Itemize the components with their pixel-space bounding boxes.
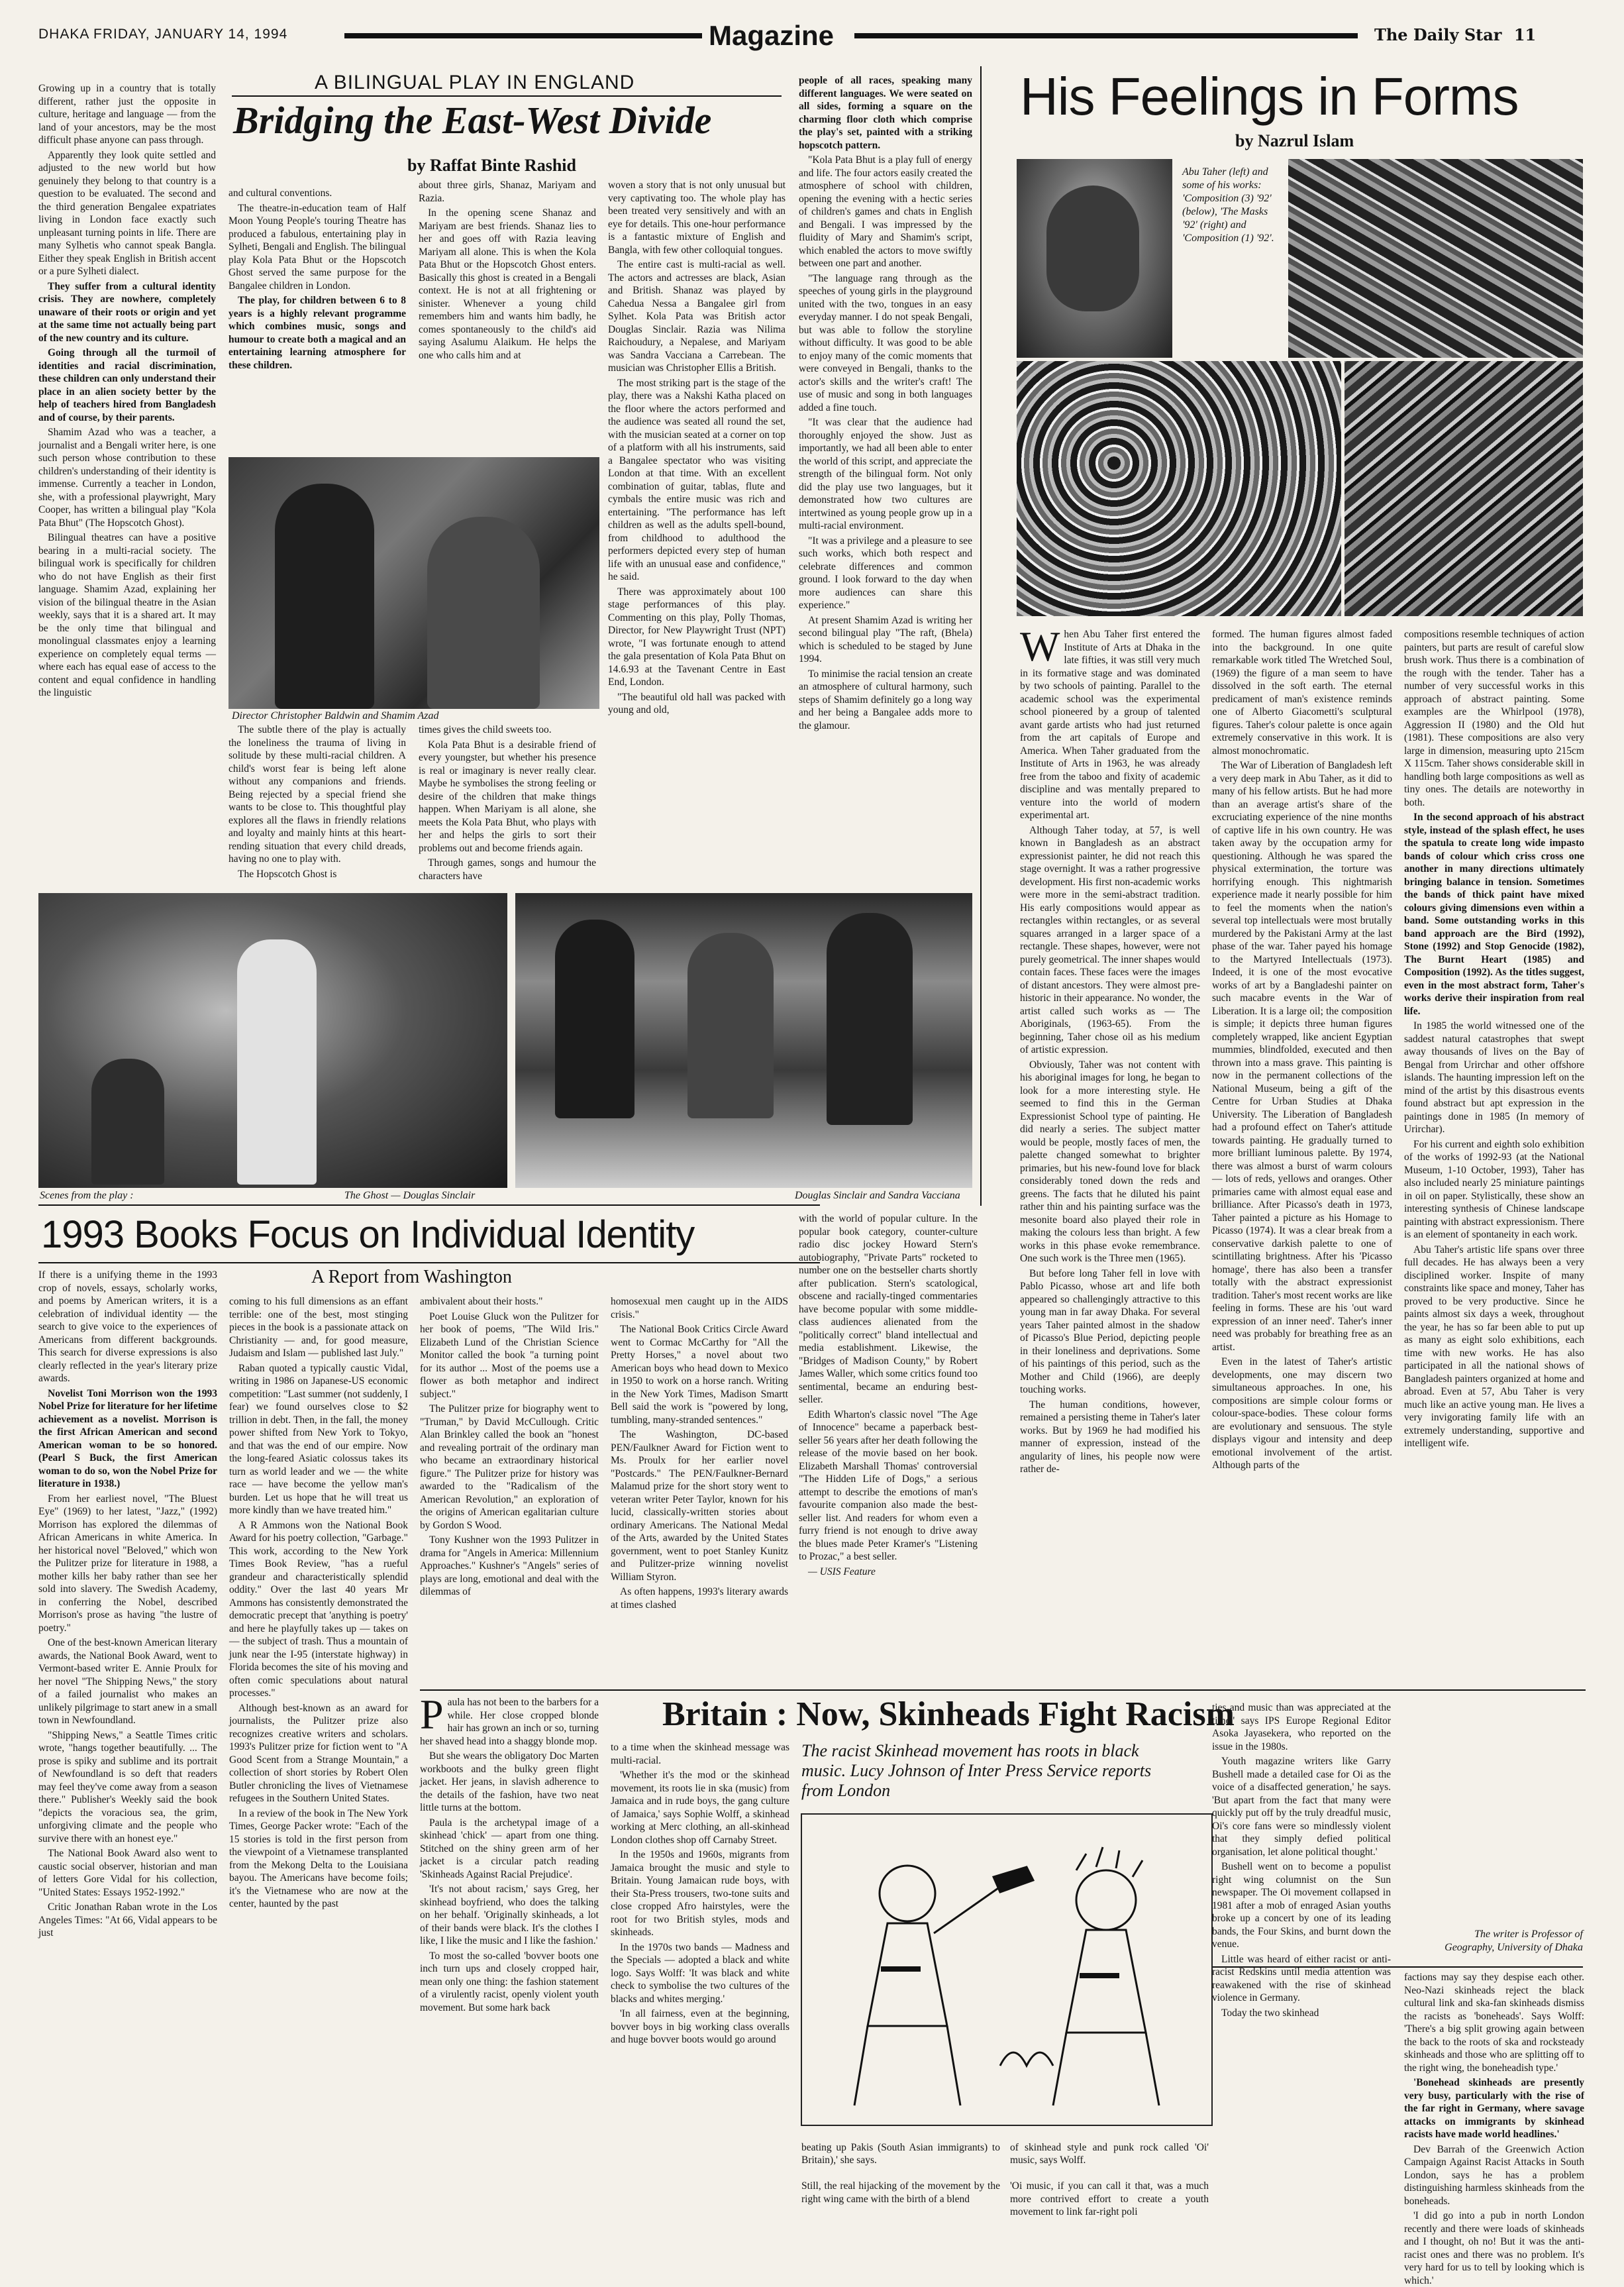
bilingual-col-1 [38, 82, 216, 884]
dropcap-p: P [420, 1691, 444, 1738]
paragraph: 'It's not about racism,' says Greg, her skinhead boyfriend, who does the talking on her behalf. 'Originally skinheads, a lot of their bands were black. It's the clothes I like, I like the music and I like the fashion.' [420, 1884, 599, 1946]
books-col-4 [611, 1295, 788, 1686]
paragraph: Today the two skinhead [1221, 2007, 1319, 2019]
books-col-3 [420, 1295, 599, 1686]
skinhead-cartoon [801, 1814, 1212, 2125]
paragraph: The subtle there of the play is actually the loneliness the trauma of living in solitude by these multi-racial children. A child's worst fear is being left alone without any companions and friends. Being rejected by a special friend she wants to be close to. This thoughtful play explores all the flaws in friendly relations and loyalty and mainly hints at this heart-rending situation that every child dreads, having no one to play with. [228, 724, 406, 865]
paragraph-text: beating up Pakis (South Asian immigrants) to Britain),' she says. Still, the real hijacking of the movement by the right wing came with the birth of a blend [801, 2141, 1000, 2205]
paragraph: The play, for children between 6 to 8 years is a highly relevant programme which combines music, songs and humour to create both a magical and an entertaining learning atmosphere for these children. [228, 295, 406, 371]
bilingual-byline: by Raffat Binte Rashid [407, 156, 576, 175]
books-subhead: A Report from Washington [311, 1267, 512, 1287]
feelings-caption: Abu Taher (left) and some of his works: 'Composition (3) '92' (below), 'The Masks '92' (right) and 'Composition (1) '92'. [1182, 166, 1274, 244]
paragraph: But before long Taher fell in love with Pablo Picasso, whose art and life both appeared so challengingly attractive to this young man in far away Dhaka. For several years Taher painted almost in the shadow of Picasso's Blue Period, depicting people in their loneliness and deprivations. Some of his paintings of this period, such as the Mother and Child (1966), are deeply touching works. [1020, 1267, 1200, 1395]
paragraph: The Washington, DC-based PEN/Faulkner Award for Fiction went to Ms. Proulx for her earlier novel "Postcards." The PEN/Faulkner-Bernard Malamud prize for the short story went to veteran writer Peter Taylor, known for his lucid, classically-written stories about ordinary Americans. The National Medal of the Arts, awarded by the United States government, went to poet Stanley Kunitz and Pulitzer-prize winning novelist William Styron. [611, 1429, 788, 1583]
paragraph: with the world of popular culture. In the popular book category, counter-culture radio disc jockey Howard Stern's autobiography, "Private Parts" rocketed to number one on the bestseller charts shortly after publication. Stern's scatological, obscene and racially-tinged commentaries have become popular with some middle-class audiences alienated from the "politically correct" bland intellectual and media establishment. Likewise, the "Bridges of Madison County," by Robert James Waller, which some critics found too sentimental, became an enduring best-seller. [799, 1213, 978, 1405]
britain-under-cartoon-1 [801, 2128, 1000, 2205]
paragraph: At present Shamim Azad is writing her second bilingual play "The raft, (Bhela) which is scheduled to be staged by June 1994. [799, 614, 972, 665]
paragraph: In the 1970s two bands — Madness and the Specials — adopted a black and white logo. Says Wolff: 'It was black and white check to symbolise the two cultures of the blacks and whites merging.' [611, 1941, 789, 2005]
paragraph: 'Whether it's the mod or the skinhead movement, its roots lie in ska (music) from Jamaica and in rude boys, the gang culture of Jamaica,' says Sophie Wolff, a skinhead working at Merc clothing, an all-skinhead London clothes shop off Carnaby Street. [611, 1770, 789, 1846]
figure-silhouette [827, 913, 913, 1125]
books-col-2 [229, 1295, 408, 2173]
kicker-rule [232, 95, 782, 97]
paragraph-text: aula has not been to the barbers for a while. Her close cropped blonde hair has grown an inch or so, turning her shaved head into a shaggy blonde mop. [420, 1697, 599, 1747]
paragraph: Tony Kushner won the 1993 Pulitzer in drama for "Angels in America: Millennium Approaches." Kushner's "Angels" series of plays are long, emotional and deal with the dilemmas of [420, 1534, 599, 1597]
paragraph: Dev Barrah of the Greenwich Action Campaign Against Racist Attacks in South London, says he has a problem distinguishing harmless skinheads from the boneheads. [1404, 2143, 1584, 2207]
paragraph [420, 1691, 599, 1748]
feelings-headline: His Feelings in Forms [1020, 67, 1519, 126]
books-rule [38, 1262, 820, 1263]
paragraph: But she wears the obligatory Doc Marten workboots and the bulky green flight jacket. Her jeans, in slavish adherence to the details of the fashion, have two neat little turns at the bottom. [420, 1750, 599, 1813]
books-headline: 1993 Books Focus on Individual Identity [41, 1213, 695, 1256]
paragraph: "The language rang through as the speeches of young girls in the playground united with the two, tongues in an easy everyday manner. I do not speak Bengali, but was able to follow the storyline without difficulty. It was good to be able to enjoy many of the comic moments that were conveyed in Bengali, thanks to the actor's skills and the writer's craft! The use of music and song in both languages added a fine touch. [799, 272, 972, 413]
paragraph: The most striking part is the stage of the play, there was a Nakshi Katha placed on the floor where the actors performed and the audience was seated all round the set, with the musician seated at a corner on top of a platform with all his instruments, said a Bangalee spectator who was visiting London at that time. With an excellent combination of guitar, tablas, flute and cymbals the entire music was rich and entertaining. "The performance has left children as well as the adults spell-bound, from childhood to adulthood the performers depicted every step of human life with an unusual ease and confidence," he said. [608, 377, 786, 582]
paragraph [1020, 623, 1200, 822]
divider-vertical [980, 66, 982, 1206]
feelings-col-3 [1404, 628, 1584, 1927]
paragraph: homosexual men caught up in the AIDS crisis." [611, 1296, 788, 1320]
books-col-1 [38, 1269, 217, 2173]
paragraph: Although Taher today, at 57, is well known in Bangladesh as an abstract expressionist painter, he did not reach this stage overnight. It was a rather progressive development. His first non-academic works were more in the semi-abstract tradition. His early compositions would appear as rectangles within rectangles, or as several squares arranged in a larger space of a rectangle. These shapes, however, were not purely geometrical. The inner shapes would contain faces. These faces were the images of distant ancestors. They were almost pre-historic in their appearance. No wonder, the artist called such works as — The Aboriginals, (1963-65). From the beginning, Taher chose oil as his medium of artistic expression. [1020, 824, 1200, 1055]
abu-taher-photo [1017, 159, 1172, 358]
director-caption: Director Christopher Baldwin and Shamim Azad [232, 710, 439, 721]
bilingual-col-2b [228, 723, 406, 882]
britain-under-cartoon-2 [1010, 2128, 1209, 2217]
paragraph: As often happens, 1993's literary awards at times clashed [611, 1586, 788, 1611]
scene-photo-2 [515, 893, 972, 1188]
feelings-author-note: The writer is Professor of Geography, University of Dhaka [1445, 1929, 1583, 1953]
paragraph: To most the so-called 'bovver boots one inch turn ups and closely cropped hair, mean only one thing: the fashion statement of a virulently racist, openly violent youth movement. But some hark back [420, 1950, 599, 2013]
bilingual-headline: Bridging the East-West Divide [233, 99, 712, 142]
artwork-composition-3 [1017, 361, 1341, 616]
britain-rule [420, 1689, 1586, 1691]
paragraph: Abu Taher's artistic life spans over three full decades. He has always been a very disciplined worker. Inspite of many constraints like space and money, Taher has proved to be very productive. Since he paints almost six days a week, throughout the year, he has so far been able to put up as many as eight solo exhibitions, each time with new works. He has also participated in all the national shows of Bangladesh painters organized at home and abroad. Even at 57, Abu Taher is very much like an active young man. He lives a very invigorating family life with an extremely understanding, supportive and intelligent wife. [1404, 1244, 1584, 1449]
paragraph: "Shipping News," a Seattle Times critic wrote, "hangs together beautifully. ... The prose is spiky and sublime and its portrait of Newfoundland is so deft that readers may feel they've come away from a season there." Publisher's Weekly said the book "depicts the voracious sea, the grim, unforgiving climate and the people who survive there with an honest eye." [38, 1729, 217, 1844]
paragraph: The Pulitzer prize for biography went to "Truman," by David McCullough. Critic Alan Brinkley called the book an "honest and revealing portrait of the ordinary man who became an extraordinary historical figure." The Pulitzer prize for history was awarded to the "Radicalism of the American Revolution," an exploration of the origins of American egalitarian culture by Gordon S Wood. [420, 1403, 599, 1531]
bilingual-col-3 [419, 179, 596, 447]
bilingual-col-2 [228, 187, 406, 449]
paragraph: A R Ammons won the National Book Award for his poetry collection, "Garbage." This work, according to the New York Times Book Review, "has a rueful grandeur and characteristically splendid oddity." Over the last 40 years Mr Ammons has consistently demonstrated the democratic precept that 'anything is poetry' and here he playfully takes up — takes on — the subject of trash. Thus a mountain of junk near the I-95 (interstate highway) in Florida becomes the site of his moving and often comic speculations about natural processes." [229, 1519, 408, 1699]
paragraph: From her earliest novel, "The Bluest Eye" (1969) to her latest, "Jazz," (1992) Morrison has explored the dilemmas of African Americans in white America. In her historical novel "Beloved," which won the Pulitzer prize for literature in 1988, a mother kills her baby rather than see her sold into slavery. The Swedish Academy, in conferring the Nobel, described Morrison's prose as having "the lustre of poetry." [38, 1493, 217, 1634]
paragraph: There was approximately about 100 stage performances of this play. Commenting on this play, Polly Thomas, Director, for New Playwright Trust (NPT) wrote, "I was fortunate enough to attend the gala presentation of Kola Pata Bhut on 14.6.93 at the Tavenant Centre in East End, London. [608, 586, 786, 688]
paragraph: Bilingual theatres can have a positive bearing in a multi-racial society. The bilingual work is specifically for children who do not have English as their first language. Shamim Azad, explaining her vision of the bilingual theatre in the Asian weekly, says that it is a shared art. It may be the only time that bilingual and monolingual classmates enjoy a learning experience on completely equal terms — where each has equal ease of access to the content and equal confidence in handling the linguistic [38, 532, 216, 698]
paragraph: Edith Wharton's classic novel "The Age of Innocence" became a paperback best-seller 56 years after her death following the release of the movie based on her book. Elizabeth Marshall Thomas' controversial "The Hidden Life of Dogs," a serious attempt to describe the emotions of man's favourite companion also made the best-seller list. And readers for whom even a furry friend is not enough to drive away the blues made Peter Kramer's "Listening to Prozac," a best seller. [799, 1409, 978, 1562]
paragraph: to a time when the skinhead message was multi-racial. [611, 1742, 789, 1766]
paragraph: 'Bonehead skinheads are presently very busy, particularly with the rise of the far right in Germany, where savage attacks on immigrants by skinhead racists have made world headlines.' [1404, 2077, 1584, 2140]
britain-standfirst: The racist Skinhead movement has roots in black music. Lucy Johnson of Inter Press Service reports from London [801, 1741, 1152, 1800]
paragraph: The human conditions, however, remained a persisting theme in Taher's later works. But by 1969 he had modified his manner of expression, instead of the angularity of lines, his people now were rather de- [1020, 1399, 1200, 1475]
dropcap-w: W [1020, 623, 1060, 670]
paragraph: ties and music than was appreciated at the time,' says IPS Europe Regional Editor Asoka Jayasekera, who reported on the issue in the 1980s. [1212, 1702, 1391, 1752]
paragraph: Going through all the turmoil of identities and racial discrimination, these children can only understand their place in an alien society better by the help of teachers hired from Bangladesh and of course, by their parents. [38, 347, 216, 423]
paragraph: Shamim Azad who was a teacher, a journalist and a Bengali writer here, is one such person whose contribution to these children's understanding of their identity is immense. Currently a teacher in London, she, with a professional playwright, Mary Cooper, has written a bilingual play "Kola Pata Bhut" (The Hopscotch Ghost). [38, 427, 216, 529]
paragraph: The Hopscotch Ghost is [238, 868, 337, 880]
page-number: 11 [1513, 25, 1537, 44]
paragraph: The War of Liberation of Bangladesh left a very deep mark in Abu Taher, as it did to many of his fellow artists. But he had more than an average artist's share of the excruciating experience of the nine months of captive life in his own country. He was taken away by the occupation army for questioning. Although he was spared the physical extermination, the torture was horrifying enough. This nightmarish experience made it nearly possible for him to feel the moments when the nation's several top intellectuals were most brutally murdered by the Pakistani Army at the last phase of the war. Taher payed his homage to the Martyred Intellectuals (1973). Indeed, it is one of the most evocative works of art by a Bangladeshi painter on such macabre events in the War of Liberation. It is a large oil; the composition is simple; it depicts three human figures completely wrapped, like ancient Egyptian mummies, blindfolded, executed and then thrown into a mass grave. This painting is now in the permanent collections of the National Museum, being a gift of the Centre for Urban Studies at Dhaka University. The Liberation of Bangladesh had a profound effect on Taher's attitude towards painting. He gradually turned to more brilliant luminous palette. By 1974, there was almost a burst of warm colours — lots of reds, yellows and oranges. Other primaries came with almost equal ease and brilliance. After Picasso's death in 1973, Taher painted a picture as his Homage to Picasso (1974). It was a clear break from a conservative darkish palette to one of scintillating brightness. After his 'Picasso homage', there has also been a transfer totally with the abstract expressionist tradition. Taher's most recent works are like feeling in forms. These are his 'out ward expression of an inner need'. Taher's inner need was probably for breathing free as an artist. [1212, 760, 1392, 1353]
section-title: Magazine [709, 20, 835, 51]
figure-silhouette [555, 920, 634, 1118]
paragraph: In the opening scene Shanaz and Mariyam are best friends. Shanaz lies to her and goes off with Razia leaving Mariyam all alone. This is when the Kola Pata Bhut or the Hopscotch Ghost enters. Basically this ghost is created in a Bengali context. He is not at all frightening or sinister. Whenever a young child remembers him and wants him badly, he comes spontaneously to the child's aid saying Asalumu Alaikum. He helps the one who calls him and at [419, 207, 596, 361]
paragraph: Little was heard of either racist or anti-racist Redskins until media attention was reawakened with the rise of skinhead violence in Germany. [1212, 1953, 1391, 2003]
masthead-rule-right [854, 33, 1358, 38]
paragraph: 'I did go into a pub in north London recently and there were loads of skinheads and I thought, oh no! But it was the anti-racist ones and there was no problem. It's very hard for us to tell by looking which is which.' [1404, 2210, 1584, 2286]
paragraph: In the second approach of his abstract style, instead of the splash effect, he uses the spatula to create long wide impasto bands of colour which criss cross one another in many directions ultimately bringing balance in tension. Sometimes the bands of thick paint have mixed colours giving dimensions even within a band. Some outstanding works in this band approach are the Bird (1992), Stone (1992) and Stop Genocide (1982), The Burnt Heart (1985) and Composition (1992). As the titles suggest, even in the most abstract form, Taher's works derive their inspiration from real life. [1404, 812, 1584, 1017]
books-col-5 [799, 1212, 978, 1686]
masthead [0, 0, 1624, 53]
britain-col-3 [1212, 1701, 1391, 2173]
paragraph: "The beautiful old hall was packed with young and old, [608, 691, 786, 716]
figure-silhouette [687, 933, 774, 1118]
paragraph: Obviously, Taher was not content with his aboriginal images for long, he began to look for a more interesting style. He seemed to find this in the German Expressionist School type of painting. He did nearly a series. The subject matter would be people, mostly faces of men, the palette changed somewhat to brighter primaries, but his new-found love for black considerably toned down the reds and greens. The facts that he diluted his paint rather thin and his painting surface was the mesonite board also played their role in making the colours less than bright. A few works in this phase evoke remembrance. One such work is the Three men (1965). [1020, 1059, 1200, 1264]
paragraph: The entire cast is multi-racial as well. The actors and actresses are black, Asian and British. Shanaz was played by Cahedua Nessa a Bangalee girl from Sylhet. Kola Pata was British actor Douglas Sinclair. Razia was Nilima Raichoudury, a Nepalese, and Mariyam was Sandra Vacciana a Carrebean. The musician was Christopher Ellis a British. [608, 259, 786, 374]
paragraph: coming to his full dimensions as an effant terrible: one of the best, most stinging pieces in the book is a passionate attack on Christianity — and, for good measure, Judaism and Islam — published last July." [229, 1296, 408, 1359]
paragraph: 'In all fairness, even at the beginning, bovver boys in big working class overalls and huge bovver boots would go around [611, 2008, 789, 2045]
paragraph: If there is a unifying theme in the 1993 crop of novels, essays, scholarly works, and poems by American writers, it is a celebration of individual identity — the search to give voice to the experiences of Americans from different backgrounds. This search for diverse expressions is also clearly reflected in the year's literary prize awards. [38, 1269, 217, 1384]
paper-title: The Daily Star [1374, 25, 1502, 44]
paragraph-text: hen Abu Taher first entered the Institute of Arts at Dhaka in the late fifties, it was still very much in its formative stage and was dominated by two schools of painting. Parallel to the academic school was the experimental school pioneered by a group of talented avant garde artists who had just returned from the art capitals of Europe and America. When Taher graduated from the Institute of Arts in 1963, he was already free from the taboo and fixity of academic discipline and was mentally prepared to venture into the world of modern experimental art. [1020, 629, 1200, 821]
scenes-caption: Scenes from the play : [40, 1190, 134, 1201]
paragraph: Youth magazine writers like Garry Bushell made a detailed case for Oi as the voice of a disaffected generation,' he says. 'But apart from the fact that many were quickly put off by the truly dreadful music, Oi's core fans were so mindlessly violent that they simply defied political organisation, let alone political thought.' [1212, 1756, 1391, 1858]
paragraph: Through games, songs and humour the characters have [419, 857, 596, 882]
paragraph: times gives the child sweets too. [419, 724, 552, 735]
paragraph: Even in the latest of Taher's artistic developments, one may discern two simultaneous approaches. In one, his compositions are simple colour forms or colour-space-bodies. These colour forms are evolutionary and sensuous. The style displays vigour and intensity and deep emotional involvement of the artist. Although parts of the [1212, 1356, 1392, 1471]
britain-col-4 [1404, 1971, 1584, 2286]
paper-name [1374, 25, 1536, 44]
cartoon-illustration [801, 1814, 1212, 2125]
paragraph: Paula is the archetypal image of a skinhead 'chick' — apart from one thing. Stitched on the shiny green arm of her jacket is a circular patch reading 'Skinheads Against Racial Prejudice'. [420, 1817, 599, 1880]
paragraph: compositions resemble techniques of action painters, but parts are result of careful slow brush work. Thus there is a combination of the rough with the tender. Taher has a number of very successful works in this approach of abstract painting. Some examples are the Whirlpool (1978), Aggression II (1980) and the Old hut (1981). These compositions are also very large in dimension, measuring upto 215cm X 115cm. Taher shows considerable skill in handling both large compositions as well as tiny ones. The details are noteworthy in both. [1404, 629, 1584, 808]
paragraph: "Kola Pata Bhut is a play full of energy and life. The four actors easily created the atmosphere of school with children, opening the evening with a hectic series of children's games and chats in English and Bengali. I was impressed by the fluidity of Mary and Shamim's script, which enabled the actors to move swiftly between one part and another. [799, 154, 972, 269]
paragraph: For his current and eighth solo exhibition of the works of 1992-93 (at the National Museum, 1-10 October, 1993), Taher has also included nearly 25 miniature paintings in oil on paper. Stylistically, these show an interesting synthesis of Chinese landscape painting with abstract expressionism. There is an element of spontaneity in each work. [1404, 1138, 1584, 1240]
paragraph: Growing up in a country that is totally different, rather just the opposite in culture, heritage and language — from the land of your ancestors, may be the most difficult phase anyone can pass through. [38, 83, 216, 146]
feelings-byline: by Nazrul Islam [1235, 131, 1354, 150]
paragraph: The theatre-in-education team of Half Moon Young People's touring Theatre has produced a fabulous, entertaining play in Sylheti, Bengali and English. The bilingual play Kola Pata Bhut or the Hopscotch Ghost served the same purpose for the Bangalee children in London. [228, 202, 406, 292]
paragraph: The National Book Critics Circle Award went to Cormac McCarthy for "All the Pretty Horses," a novel about two American boys who head down to Mexico in 1950 to work on a horse ranch. Writing in the New York Times, Madison Smartt Bell said the work is "powered by long, tumbling, many-stranded sentences." [611, 1324, 788, 1426]
bilingual-kicker: A BILINGUAL PLAY IN ENGLAND [315, 72, 635, 93]
face-silhouette [1046, 186, 1139, 311]
paragraph: about three girls, Shanaz, Mariyam and Razia. [419, 180, 596, 204]
masthead-rule-left [344, 33, 702, 38]
paragraph: ambivalent about their hosts." [420, 1296, 543, 1307]
dateline: DHAKA FRIDAY, JANUARY 14, 1994 [38, 27, 288, 42]
paragraph: and cultural conventions. [228, 187, 332, 199]
paragraph: "It was a privilege and a pleasure to see such works, which both respect and celebrate differences and common ground. I look forward to the day when more audiences can share this experience." [799, 535, 972, 611]
paragraph: Raban quoted a typically caustic Vidal, writing in 1986 on Japanese-US economic competition: "Last summer (not suddenly, I fear) we found ourselves close to $2 trillion in debt. Then, in the fall, the money power shifted from New York to Tokyo, and that was the end of our empire. Now the long-feared Asiatic colossus takes its turn as world leader and we — the white race — have become the yellow man's burden. Let us hope that he will treat us more kindly than we have treated him." [229, 1362, 408, 1516]
paragraph: Although best-known as an award for journalists, the Pulitzer prize also recognizes creative writers and scholars. 1993's Pulitzer prize for fiction went to "A Good Scent from a Strange Mountain," a collection of short stories by Robert Olen Butler chronicling the lives of Vietnamese refugees in the Southern United States. [229, 1702, 408, 1804]
artwork-composition-1 [1345, 361, 1583, 616]
britain-headline: Britain : Now, Skinheads Fight Racism [662, 1695, 1235, 1733]
scene-photo-1 [38, 893, 507, 1188]
figure-silhouette [427, 517, 540, 709]
paragraph: factions may say they despise each other. Neo-Nazi skinheads reject the black cultural link and ska-fan skinheads dismiss the racists as 'boneheads'. Says Wolff: 'There's a big split growing again between the back to the roots of ska and rocksteady skinheads and those who are splitting off to the right wing, the boneheadish type.' [1404, 1972, 1584, 2074]
figure-silhouette [237, 939, 317, 1185]
paragraph: woven a story that is not only unusual but very captivating too. The whole play has been treated very sensitively and with an eye for details. This one-hour performance is a fantastic mixture of English and Bangla, with few other colloquial tongues. [608, 180, 786, 256]
britain-col-2 [611, 1741, 789, 2045]
britain-col-1 [420, 1691, 599, 2173]
paragraph: To minimise the racial tension an create an atmosphere of cultural harmony, such steps of Shamim definitely go a long way and her being a Bangalee adds more to the glamour. [799, 668, 972, 731]
paragraph: They suffer from a cultural identity crisis. They are nowhere, completely unaware of their roots or origin and yet at the same time not actually being part of the new country and its culture. [38, 280, 216, 344]
paragraph: Kola Pata Bhut is a desirable friend of every youngster, but whether his presence is real or imaginary is never really clear. Maybe he symbolises the strong feeling or desire of the children that make things happen. When Mariyam is all alone, she meets the Kola Pata Bhut, who plays with her and helps the girls to sort their problems out and become friends again. [419, 739, 596, 854]
paragraph: "It was clear that the audience had thoroughly enjoyed the show. Just as importantly, we had all been able to enter the world of this script, and appreciate the strength of the bilingual form. Not only did the play use two languages, but it demonstrated how two cultures are intertwined as young people grow up in a multi-racial environment. [799, 417, 972, 531]
paragraph: formed. The human figures almost faded into the background. In one quite remarkable work titled The Wretched Soul, (1969) the figure of a man seem to have dissolved in the soft earth. The eternal predicament of man's existence reminds one of Alberto Giacometti's sculptural figures. Taher's colour palette is once again extremely conservative in this work. It is almost monochromatic. [1212, 629, 1392, 757]
divider-horizontal [38, 1204, 820, 1206]
figure-silhouette [275, 484, 374, 709]
paragraph-text: of skinhead style and punk rock called 'Oi' music, says Wolff. 'Oi music, if you can call it that, was a much more contrived effort to create a youth movement to link far-right poli [1010, 2141, 1209, 2217]
paragraph: One of the best-known American literary awards, the National Book Award, went to Vermont-based writer E. Annie Proulx for her novel "The Shipping News," the story of a failed journalist who makes an unlikely pilgrimage to start anew in a small town in Newfoundland. [38, 1637, 217, 1726]
paragraph: Apparently they look quite settled and adjusted to the new world but how genuinely they belong to that country is a question to be evaluated. The second and the third generation Bengalee expatriates living in London face exactly such unpleasant turning points in life. There are many Sylhetis who cannot speak Bangla. Either they speak English in British accent or a pure Sylheti dialect. [38, 149, 216, 277]
director-photo [228, 457, 599, 709]
paragraph: people of all races, speaking many different languages. We were seated on all sides, forming a square on the charming floor cloth which comprise the play's set, painted with a striking hopscotch pattern. [799, 75, 972, 151]
paragraph: Critic Jonathan Raban wrote in the Los Angeles Times: "At 66, Vidal appears to be just [38, 1901, 217, 1939]
paragraph: Bushell went on to become a populist right wing columnist on the Sun newspaper. The Oi movement collapsed in 1981 after a mob of enraged Asian youths broke up a concert by one of its leading bands, the Four Skins, and burnt down the venue. [1212, 1861, 1391, 1950]
artwork-masks [1288, 159, 1583, 358]
paragraph: The National Book Award also went to caustic social observer, historian and man of letters Gore Vidal for his collection, "United States: Essays 1952-1992." [38, 1848, 217, 1898]
pair-caption: Douglas Sinclair and Sandra Vacciana [795, 1190, 960, 1201]
paragraph: — USIS Feature [808, 1566, 876, 1577]
bilingual-col-3b [419, 723, 596, 882]
paragraph: In the 1950s and 1960s, migrants from Jamaica brought the music and style to Britain. Young Jamaican rude boys, with their Sta-Press trousers, two-tone suits and close cropped Afro hairstyles, were the root for two British styles, mods and skinheads. [611, 1849, 789, 1938]
bilingual-col-4 [608, 179, 786, 882]
figure-silhouette [91, 1059, 164, 1185]
paragraph: Novelist Toni Morrison won the 1993 Nobel Prize for literature for her lifetime achievement as a novelist. Morrison is the first African American and second American woman to be so honored. (Pearl S Buck, the first American woman to do so, won the Nobel Prize for literature in 1938.) [38, 1387, 217, 1489]
bilingual-col-5 [799, 74, 972, 882]
paragraph: In 1985 the world witnessed one of the saddest natural catastrophes that swept away thousands of lives on the Bay of Bengal from Urirchar and other offshore islands. The haunting impression left on the mind of the artist by this disastrous events found abstract but apt expression in the paintings done in 1985 (In memory of Urirchar). [1404, 1020, 1584, 1135]
ghost-caption: The Ghost — Douglas Sinclair [344, 1190, 476, 1201]
paragraph: Poet Louise Gluck won the Pulitzer for her book of poems, "The Wild Iris." Elizabeth Lund of the Christian Science Monitor called the book "a turning point for its author ... Most of the poems use a flower as both metaphor and indirect subject." [420, 1310, 599, 1400]
paragraph: In a review of the book in The New York Times, George Packer wrote: "Each of the 15 stories is told in the first person from the viewpoint of a Vietnamese transplanted from the Mekong Delta to the Louisiana bayou. The Americans have become foils; it's the Vietnamese who are now at the center, haunted by the past [229, 1807, 408, 1909]
